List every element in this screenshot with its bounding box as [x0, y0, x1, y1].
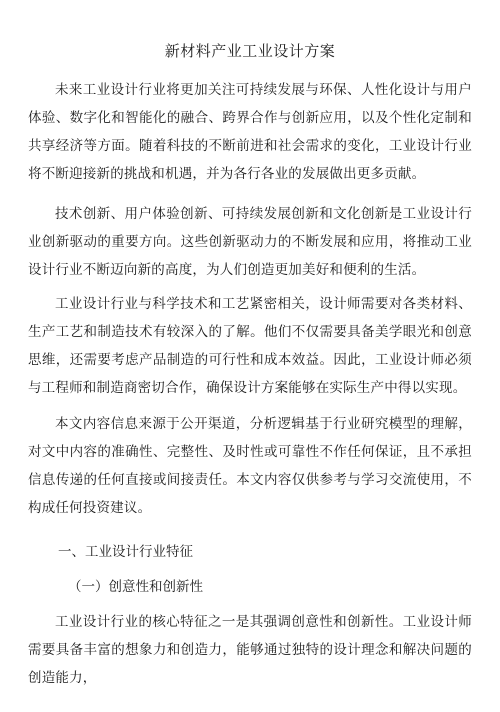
document-title: 新材料产业工业设计方案 [164, 42, 336, 60]
subsection-heading: （一）创意性和创新性 [68, 579, 203, 595]
paragraph-disclaimer: 本文内容信息来源于公开渠道，分析逻辑基于行业研究模型的理解， 对文中内容的准确性、完整性、及时性或可靠性不作任何保证，且不承担 信息传递的任何直接或间接责任。本文内容仅供参考与学习交流使用，不 构成任何投资建议。 [28, 416, 472, 516]
paragraph-creativity: 工业设计行业的核心特征之一是其强调创意性和创新性。工业设计师 需要具备丰富的想象力和创造力，能够通过独特的设计理念和解决问题的 创造能力， [28, 614, 472, 686]
paragraph-technology-relation: 工业设计行业与科学技术和工艺紧密相关，设计师需要对各类材料、 生产工艺和制造技术有较深入的了解。他们不仅需要具备美学眼光和创意 思维，还需要考虑产品制造的可行性和成本效益。因此，工业设计师必须 与工程师和制造商密切合作，确保设计方案能够在实际生产中得以实现。 [28, 296, 472, 396]
section-heading: 一、工业设计行业特征 [58, 544, 193, 560]
paragraph-future-trends: 未来工业设计行业将更加关注可持续发展与环保、人性化设计与用户 体验、数字化和智能化的融合、跨界合作与创新应用，以及个性化定制和 共享经济等方面。随着科技的不断前进和社会需求的变化，工业设计行业 将不断迎接新的挑战和机遇，并为各行各业的发展做出更多贡献。 [28, 82, 472, 182]
paragraph-innovation-drivers: 技术创新、用户体验创新、可持续发展创新和文化创新是工业设计行 业创新驱动的重要方向。这些创新驱动力的不断发展和应用，将推动工业 设计行业不断迈向新的高度，为人们创造更加美好和便利的生活。 [28, 206, 472, 278]
